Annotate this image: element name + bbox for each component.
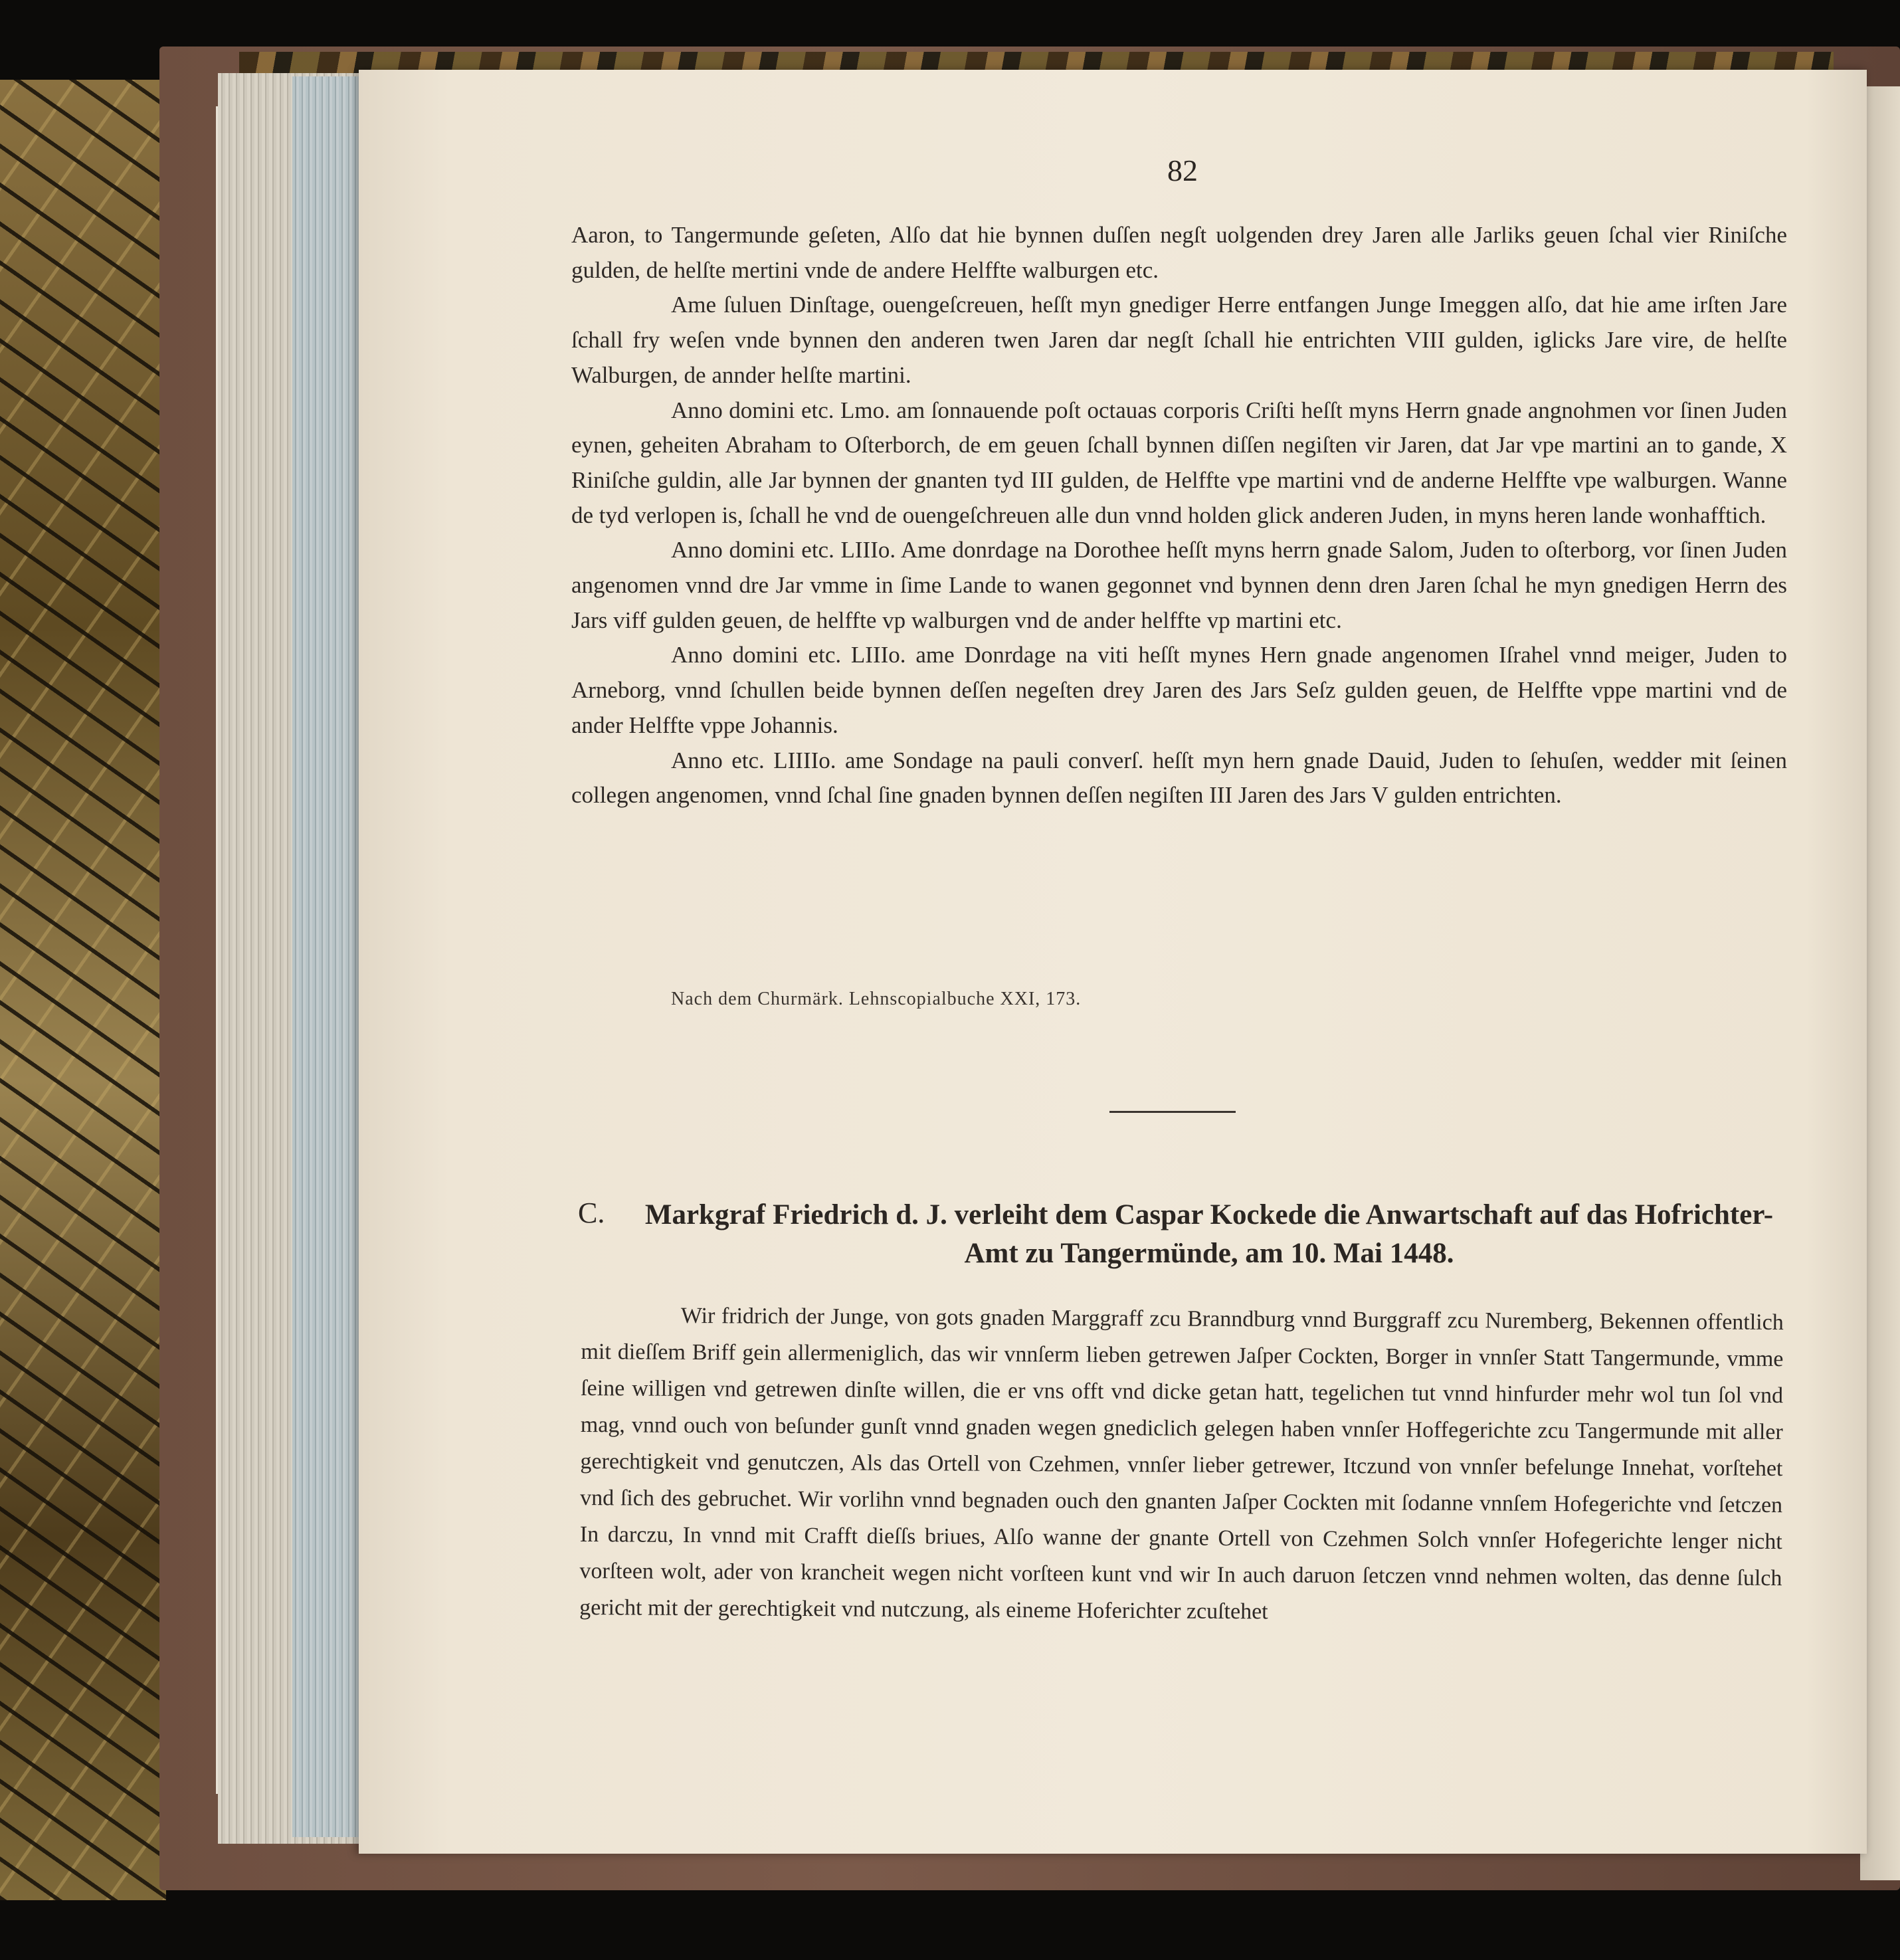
paragraph-6: Anno etc. LIIIIo. ame Sondage na pauli converſ. heſſt myn hern gnade Dauid, Juden to ſehuſen, wedder mit ſeinen collegen angenomen, vnnd ſchal ſine gnaden bynnen deſſen negiſten III Jaren des Jars V gulden entrichten. <box>571 747 1787 809</box>
source-note: Nach dem Churmärk. Lehnscopialbuche XXI, 173. <box>671 989 1082 1009</box>
paragraph-3: Anno domini etc. Lmo. am ſonnauende poſt octauas corporis Criſti heſſt myns Herrn gnade angnohmen vor ſinen Juden eynen, geheiten Abraham to Oſterborch, de em geuen ſchall bynnen diſſen negiſten vir Jaren, dat Jar vpe martini an to gande, X Riniſche guldin, alle Jar bynnen der gnanten tyd III gulden, de Helffte vpe martini vnd de anderne Helffte vpe walburgen. Wanne de tyd verlopen is, ſchall he vnd de ouengeſchreuen alle dun vnnd holden glick anderen Juden, in myns heren lande wonhafftich. <box>571 397 1787 528</box>
page-number: 82 <box>1167 153 1198 187</box>
paragraph-1: Aaron, to Tangermunde geſeten, Alſo dat hie bynnen duſſen negſt uolgenden drey Jaren alle Jarliks geuen ſchal vier Riniſche gulden, de helſte mertini vnde de andere Helffte walburgen etc. <box>571 222 1787 283</box>
marbled-endpaper <box>0 80 166 1900</box>
paragraph-2: Ame ſuluen Dinſtage, ouengeſcreuen, heſſt myn gnediger Herre entfangen Junge Imeggen alſo, dat hie ame irſten Jare ſchall fry weſen vnde bynnen den anderen twen Jaren dar negſt ſchall hie entrichten VIII gulden, iglicks Jare vire, de helſte Walburgen, de annder helſte martini. <box>571 292 1787 388</box>
section-heading: Markgraf Friedrich d. J. verleiht dem Caspar Kockede die Anwartschaft auf das Hofrichter-Amt zu Tangermünde, am 10. Mai 1448. <box>644 1199 1774 1269</box>
charter-text <box>579 1297 1784 1633</box>
section-letter: C. <box>578 1197 605 1229</box>
page-stack-tinted <box>292 76 365 1837</box>
document-body <box>571 218 1787 813</box>
charter-paragraph: Wir fridrich der Junge, von gots gnaden Marggraff zcu Branndburg vnnd Burggraff zcu Nuremberg, Bekennen offentlich mit dieſſem Briff gein allermeniglich, das wir vnnſerm lieben getrewen Jaſper Cockten, Borger in vnnſer Statt Tangermunde, vmme ſeine willigen vnd getrewen dinſte willen, die er vns offt vnd dicke getan hatt, tegelichen tut vnnd hinfurder mehr wol tun ſol vnd mag, vnnd ouch von beſunder gunſt vnnd gnaden wegen gnediclich gelegen haben vnnſer Hoffegerichte zcu Tangermunde mit aller gerechtigkeit vnd genutczen, Als das Ortell von Czehmen, vnnſer lieber getrewer, Itczund von vnnſer befelunge Innehat, vorſtehet vnd ſich des gebruchet. Wir vorlihn vnnd begnaden ouch den gnanten Jaſper Cockten mit ſodanne vnnſem Hofegerichte vnd ſetczen In darczu, In vnnd mit Crafft dieſſs briues, Alſo wanne der gnante Ortell von Czehmen Solch vnnſer Hofegerichte lenger nicht vorſteen wolt, ader von krancheit wegen nicht vorſteen kunt vnd wir In auch daruon ſetczen vnnd nehmen wolten, das denne ſulch gericht mit der gerechtigkeit vnd nutczung, als eineme Hoferichter zcuſtehet <box>579 1303 1784 1624</box>
paragraph-5: Anno domini etc. LIIIo. ame Donrdage na viti heſſt mynes Hern gnade angenomen Iſrahel vnnd meiger, Juden to Arneborg, vnnd ſchullen beide bynnen deſſen negeſten drey Jaren des Jars Seſz gulden geuen, de Helffte vppe martini vnd de ander Helffte vppe Johannis. <box>571 642 1787 738</box>
section-divider <box>1109 1111 1236 1113</box>
paragraph-4: Anno domini etc. LIIIo. Ame donrdage na Dorothee heſſt myns herrn gnade Salom, Juden to oſterborg, vor ſinen Juden angenomen vnnd dre Jar vmme in ſime Lande to wanen gegonnet vnd bynnen denn dren Jaren ſchal he myn gnedigen Herrn des Jars viff gulden geuen, de helffte vp walburgen vnd de ander helffte vp martini etc. <box>571 537 1787 633</box>
